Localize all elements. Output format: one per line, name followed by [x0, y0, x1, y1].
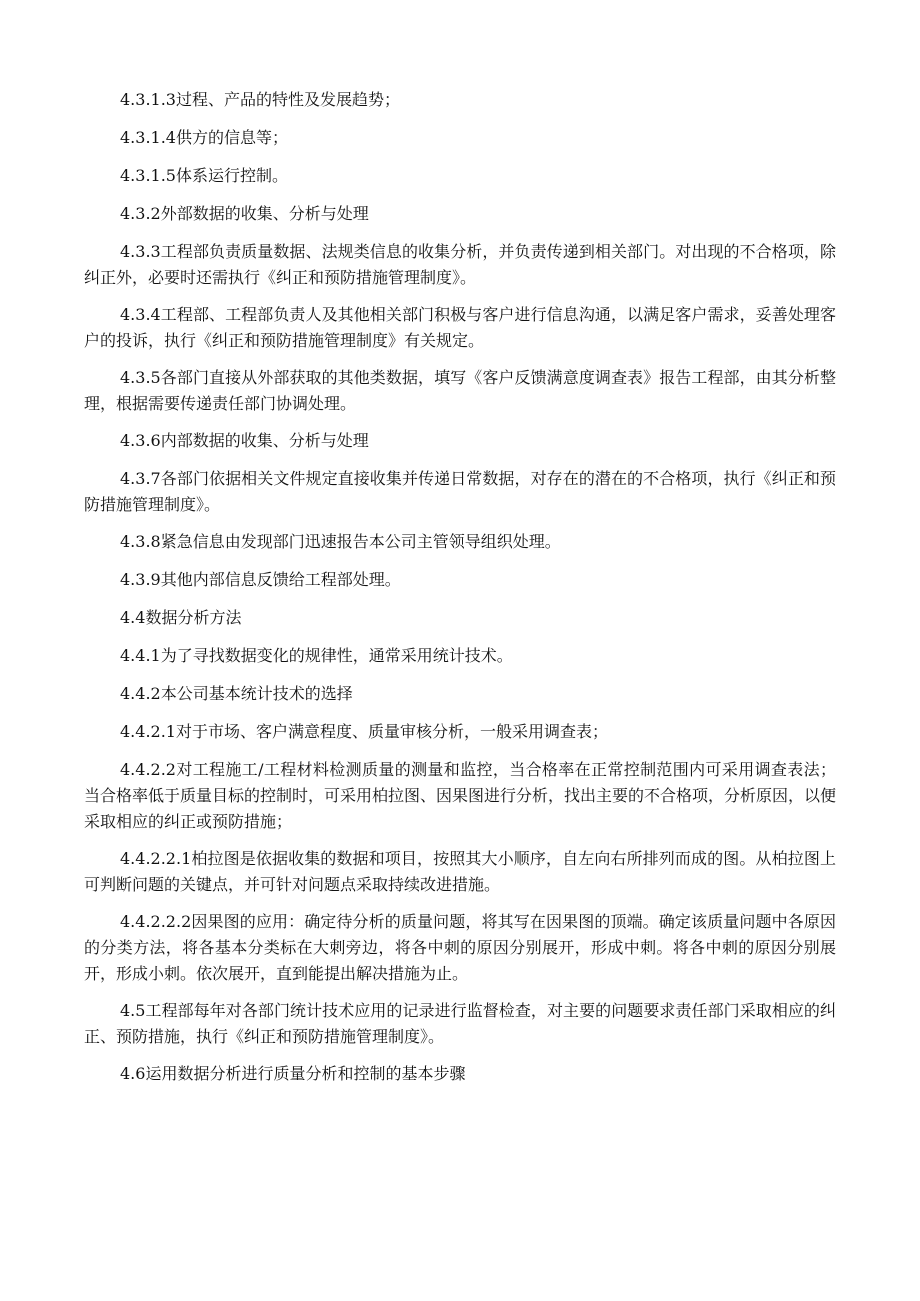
paragraph-4-5: 4.5工程部每年对各部门统计技术应用的记录进行监督检查，对主要的问题要求责任部门采取相应的纠正、预防措施，执行《纠正和预防措施管理制度》。 [84, 1001, 836, 1046]
paragraph-4-3-9: 4.3.9其他内部信息反馈给工程部处理。 [120, 570, 401, 589]
paragraph-4-4-1: 4.4.1为了寻找数据变化的规律性，通常采用统计技术。 [120, 646, 513, 665]
paragraph-4-4-2: 4.4.2本公司基本统计技术的选择 [120, 684, 353, 703]
paragraph-4-3-3: 4.3.3工程部负责质量数据、法规类信息的收集分析，并负责传递到相关部门。对出现的不合格项，除纠正外，必要时还需执行《纠正和预防措施管理制度》。 [84, 242, 836, 287]
paragraph-4-3-6: 4.3.6内部数据的收集、分析与处理 [120, 431, 369, 450]
paragraph-4-4-2-2-1: 4.4.2.2.1柏拉图是依据收集的数据和项目，按照其大小顺序，自左向右所排列而成的图。从柏拉图上可判断问题的关键点，并可针对问题点采取持续改进措施。 [84, 849, 836, 894]
paragraph-4-4: 4.4数据分析方法 [120, 608, 242, 627]
paragraph-4-3-1-3: 4.3.1.3过程、产品的特性及发展趋势； [120, 90, 400, 109]
paragraph-4-3-4: 4.3.4工程部、工程部负责人及其他相关部门积极与客户进行信息沟通，以满足客户需求，妥善处理客户的投诉，执行《纠正和预防措施管理制度》有关规定。 [84, 305, 836, 350]
paragraph-4-4-2-2: 4.4.2.2对工程施工/工程材料检测质量的测量和监控，当合格率在正常控制范围内可采用调查表法；当合格率低于质量目标的控制时，可采用柏拉图、因果图进行分析，找出主要的不合格项，分析原因，以便采取相应的纠正或预防措施； [84, 760, 837, 831]
paragraph-4-3-8: 4.3.8紧急信息由发现部门迅速报告本公司主管领导组织处理。 [120, 532, 561, 551]
paragraph-4-3-1-5: 4.3.1.5体系运行控制。 [120, 166, 288, 185]
paragraph-4-3-2: 4.3.2外部数据的收集、分析与处理 [120, 204, 369, 223]
document-page [84, 87, 836, 1099]
paragraph-4-4-2-1: 4.4.2.1对于市场、客户满意程度、质量审核分析，一般采用调查表； [120, 722, 608, 741]
paragraph-4-3-1-4: 4.3.1.4供方的信息等； [120, 128, 288, 147]
paragraph-4-6: 4.6运用数据分析进行质量分析和控制的基本步骤 [120, 1064, 466, 1083]
paragraph-4-4-2-2-2: 4.4.2.2.2因果图的应用：确定待分析的质量问题，将其写在因果图的顶端。确定该质量问题中各原因的分类方法，将各基本分类标在大刺旁边，将各中刺的原因分别展开，形成中刺。将各中刺的原因分别展开，形成小刺。依次展开，直到能提出解决措施为止。 [84, 912, 836, 983]
paragraph-4-3-5: 4.3.5各部门直接从外部获取的其他类数据，填写《客户反馈满意度调查表》报告工程部，由其分析整理，根据需要传递责任部门协调处理。 [84, 368, 836, 413]
paragraph-4-3-7: 4.3.7各部门依据相关文件规定直接收集并传递日常数据，对存在的潜在的不合格项，执行《纠正和预防措施管理制度》。 [84, 469, 836, 514]
